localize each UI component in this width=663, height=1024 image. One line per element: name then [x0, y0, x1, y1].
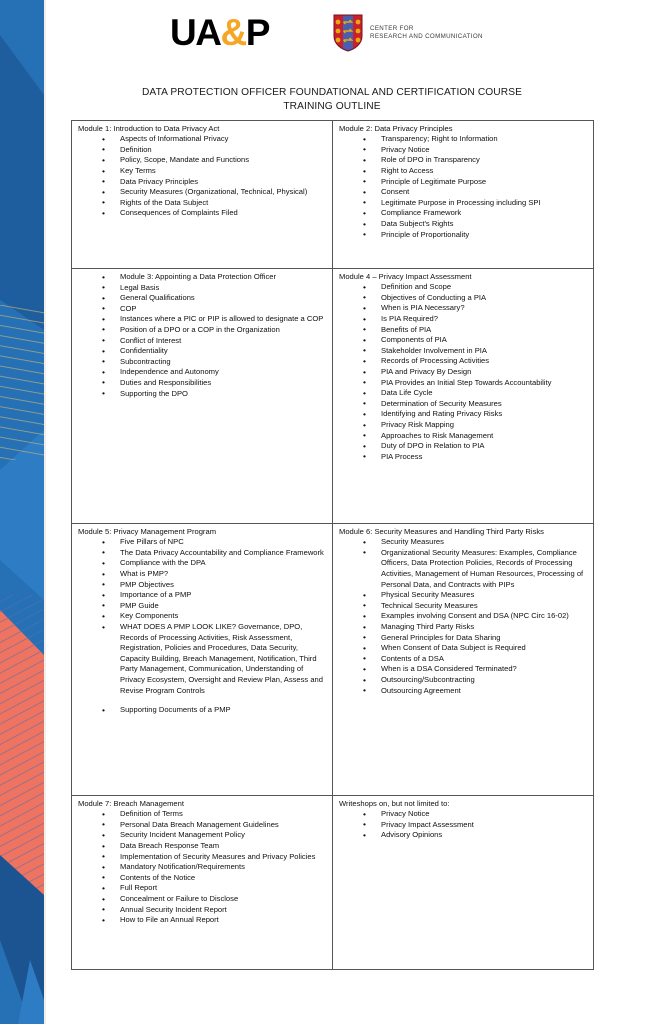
list-item: • Data Privacy Principles	[76, 177, 328, 188]
list-item: • When is PIA Necessary?	[337, 303, 589, 314]
list-item: • Personal Data Breach Management Guidelines	[76, 820, 328, 831]
list-item: • Data Life Cycle	[337, 388, 589, 399]
list-item: • Technical Security Measures	[337, 601, 589, 612]
list-item: • Supporting Documents of a PMP	[76, 705, 328, 716]
list-item: • Physical Security Measures	[337, 590, 589, 601]
list-item: • Full Report	[76, 883, 328, 894]
list-item: • Confidentiality	[76, 346, 328, 357]
list-item: • Examples involving Consent and DSA (NPC Circ 16-02)	[337, 611, 589, 622]
list-item: • Principle of Legitimate Purpose	[337, 177, 589, 188]
table-row	[72, 796, 594, 970]
training-outline-table	[71, 120, 594, 970]
list-item: • Policy, Scope, Mandate and Functions	[76, 155, 328, 166]
list-item: • Key Components	[76, 611, 328, 622]
list-item: • Aspects of Informational Privacy	[76, 134, 328, 145]
list-item: • Five Pillars of NPC	[76, 537, 328, 548]
list-item: • Stakeholder Involvement in PIA	[337, 346, 589, 357]
list-item: • PIA Process	[337, 452, 589, 463]
list-item: • Security Measures	[337, 537, 589, 548]
list-item: • Importance of a PMP	[76, 590, 328, 601]
list-item: • Duty of DPO in Relation to PIA	[337, 441, 589, 452]
module-cell-module-7	[72, 796, 333, 970]
module-item-list	[337, 134, 589, 240]
list-item: • Rights of the Data Subject	[76, 198, 328, 209]
page-title-line2: TRAINING OUTLINE	[283, 100, 381, 112]
list-item: • Definition	[76, 145, 328, 156]
module-title: Module 5: Privacy Management Program	[78, 527, 217, 536]
list-item: • When is a DSA Considered Terminated?	[337, 664, 589, 675]
list-item: • Privacy Risk Mapping	[337, 420, 589, 431]
list-item: • Organizational Security Measures: Examples, Compliance Officers, Data Protection Policies, Records of Processing Activities, Management of Human Resources, Processing of Personal Data, and Contracts with PIPs	[337, 548, 589, 590]
module-item-list	[337, 537, 589, 696]
list-item: • Conflict of Interest	[76, 336, 328, 347]
list-item: • WHAT DOES A PMP LOOK LIKE? Governance, DPO, Records of Processing Activities, Risk Assessment, Registration, Policies and Procedures, Data Security, Capacity Building, Breach Management, Notification, Third Party Management, Communication, Understanding of Privacy Ecosystem, Oversight and Review Plan, Assess and Revise Program Controls	[76, 622, 328, 696]
module-item-list	[76, 537, 328, 716]
list-item: • Managing Third Party Risks	[337, 622, 589, 633]
list-item: • Approaches to Risk Management	[337, 431, 589, 442]
module-cell-module-1	[72, 121, 333, 269]
list-item: • The Data Privacy Accountability and Compliance Framework	[76, 548, 328, 559]
decorative-band-edge	[44, 0, 46, 1024]
list-item: • Subcontracting	[76, 357, 328, 368]
crc-logo-block	[333, 14, 483, 52]
module-item-list	[337, 809, 589, 841]
list-item: • PMP Guide	[76, 601, 328, 612]
list-item: • Components of PIA	[337, 335, 589, 346]
list-item: • Definition and Scope	[337, 282, 589, 293]
list-item: • Consequences of Complaints Filed	[76, 208, 328, 219]
module-cell-writeshops	[333, 796, 594, 970]
list-item: • Data Subject's Rights	[337, 219, 589, 230]
list-item: • When Consent of Data Subject is Required	[337, 643, 589, 654]
list-item: • COP	[76, 304, 328, 315]
module-title: Module 1: Introduction to Data Privacy Act	[78, 124, 220, 133]
list-item: • Instances where a PIC or PIP is allowed to designate a COP	[76, 314, 328, 325]
list-item: • Privacy Notice	[337, 145, 589, 156]
module-title: Module 7: Breach Management	[78, 799, 184, 808]
module-cell-module-3	[72, 269, 333, 524]
module-title: Module 6: Security Measures and Handling Third Party Risks	[339, 527, 544, 536]
crc-logo-text	[370, 25, 483, 42]
crc-shield-icon	[333, 14, 363, 52]
list-item: • Legal Basis	[76, 283, 328, 294]
page-title	[71, 86, 593, 113]
list-item: • Right to Access	[337, 166, 589, 177]
list-item: • Outsourcing/Subcontracting	[337, 675, 589, 686]
list-item: • General Qualifications	[76, 293, 328, 304]
list-item: • Position of a DPO or a COP in the Organization	[76, 325, 328, 336]
table-row	[72, 121, 594, 269]
page-title-line1: DATA PROTECTION OFFICER FOUNDATIONAL AND CERTIFICATION COURSE	[141, 87, 523, 98]
list-item: • Data Breach Response Team	[76, 841, 328, 852]
list-item: • Privacy Impact Assessment	[337, 820, 589, 831]
list-item: • Outsourcing Agreement	[337, 686, 589, 697]
uap-logo-part1: UA	[170, 12, 221, 53]
list-item: • Implementation of Security Measures and Privacy Policies	[76, 852, 328, 863]
list-spacer	[76, 696, 328, 705]
list-item: • Legitimate Purpose in Processing including SPI	[337, 198, 589, 209]
uap-logo-ampersand: &	[220, 12, 246, 53]
list-item: • Contents of the Notice	[76, 873, 328, 884]
list-item: • What is PMP?	[76, 569, 328, 580]
list-item: • Objectives of Conducting a PIA	[337, 293, 589, 304]
module-title: Module 4 – Privacy Impact Assessment	[339, 272, 472, 281]
list-item: • General Principles for Data Sharing	[337, 633, 589, 644]
module-cell-module-5	[72, 524, 333, 796]
list-item: • Determination of Security Measures	[337, 399, 589, 410]
list-item: • Compliance Framework	[337, 208, 589, 219]
list-item: • Compliance with the DPA	[76, 558, 328, 569]
table-row	[72, 269, 594, 524]
list-item: • Benefits of PIA	[337, 325, 589, 336]
list-item: • Records of Processing Activities	[337, 356, 589, 367]
list-item: • Definition of Terms	[76, 809, 328, 820]
list-item: • Key Terms	[76, 166, 328, 177]
decorative-graphic	[0, 0, 44, 1024]
list-item: • Security Incident Management Policy	[76, 830, 328, 841]
decorative-left-band	[0, 0, 44, 1024]
list-item: • How to File an Annual Report	[76, 915, 328, 926]
crc-text-line2: RESEARCH AND COMMUNICATION	[370, 33, 483, 40]
table-row	[72, 524, 594, 796]
module-cell-module-6	[333, 524, 594, 796]
uap-logo	[170, 13, 269, 53]
module-title: Module 2: Data Privacy Principles	[339, 124, 453, 133]
list-item: • Identifying and Rating Privacy Risks	[337, 409, 589, 420]
list-item: • PIA and Privacy By Design	[337, 367, 589, 378]
module-item-list	[76, 809, 328, 926]
uap-logo-part2: P	[245, 12, 269, 53]
list-item: • Independence and Autonomy	[76, 367, 328, 378]
module-cell-module-4	[333, 269, 594, 524]
list-item: • Advisory Opinions	[337, 830, 589, 841]
module-item-list	[76, 134, 328, 219]
list-item: • Supporting the DPO	[76, 389, 328, 400]
list-item: • Privacy Notice	[337, 809, 589, 820]
list-item: • Duties and Responsibilities	[76, 378, 328, 389]
list-item: • Consent	[337, 187, 589, 198]
list-item: • Role of DPO in Transparency	[337, 155, 589, 166]
document-header	[0, 0, 663, 78]
list-item: • Module 3: Appointing a Data Protection Officer	[76, 272, 328, 283]
module-item-list	[337, 282, 589, 462]
list-item: • PMP Objectives	[76, 580, 328, 591]
list-item: • Annual Security Incident Report	[76, 905, 328, 916]
module-title: Writeshops on, but not limited to:	[339, 799, 450, 808]
module-item-list	[76, 272, 328, 399]
list-item: • Is PIA Required?	[337, 314, 589, 325]
list-item: • PIA Provides an Initial Step Towards Accountability	[337, 378, 589, 389]
crc-text-line1: CENTER FOR	[370, 24, 414, 32]
list-item: • Transparency; Right to Information	[337, 134, 589, 145]
list-item: • Concealment or Failure to Disclose	[76, 894, 328, 905]
list-item: • Contents of a DSA	[337, 654, 589, 665]
list-item: • Mandatory Notification/Requirements	[76, 862, 328, 873]
module-cell-module-2	[333, 121, 594, 269]
list-item: • Security Measures (Organizational, Technical, Physical)	[76, 187, 328, 198]
list-item: • Principle of Proportionality	[337, 230, 589, 241]
